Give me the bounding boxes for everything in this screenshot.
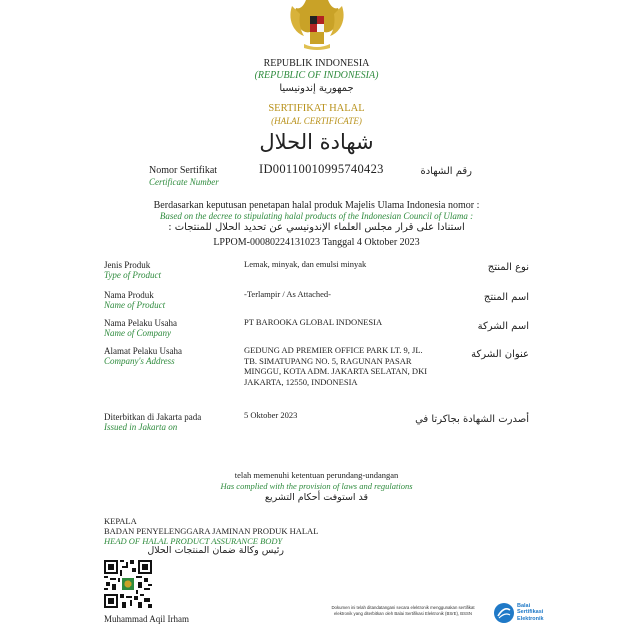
company-name-label: Nama Pelaku Usaha	[104, 318, 177, 328]
bsre-logo-text	[517, 603, 544, 622]
country-name: REPUBLIK INDONESIA	[263, 58, 370, 69]
signatory-name: Muhammad Aqil Irham	[104, 614, 189, 624]
bsre-text-line: Balai	[517, 603, 531, 609]
company-address-label: Alamat Pelaku Usaha	[104, 346, 182, 356]
product-type-value: Lemak, minyak, dan emulsi minyak	[244, 259, 367, 269]
company-name-value: PT BAROOKA GLOBAL INDONESIA	[244, 317, 383, 327]
product-type-label-ar: نوع المنتج	[487, 262, 529, 273]
certificate-number-label-ar: رقم الشهادة	[420, 166, 472, 177]
address-line: JAKARTA, 12550, INDONESIA	[244, 376, 358, 387]
product-name-label-ar: اسم المنتج	[483, 292, 529, 303]
issued-label-ar: أصدرت الشهادة بجاكرتا في	[415, 414, 529, 425]
country-name-ar: جمهورية إندونيسيا	[279, 83, 354, 94]
certificate-number: ID00110010995740423	[259, 162, 384, 176]
compliance-line: telah memenuhi ketentuan perundang-undangan	[234, 470, 399, 480]
issued-date: 5 Oktober 2023	[244, 410, 298, 420]
bsre-logo-icon	[493, 602, 515, 624]
product-type-label: Jenis Produk	[104, 260, 151, 270]
decree-line-en: Based on the decree to stipulating halal products of the Indonesian Council of Ulama :	[159, 211, 474, 221]
certificate-number-label-en: Certificate Number	[149, 177, 219, 187]
address-line: GEDUNG AD PREMIER OFFICE PARK LT. 9, JL.	[244, 345, 423, 355]
garuda-emblem-icon	[288, 0, 346, 50]
product-type-label-en: Type of Product	[104, 270, 161, 280]
certificate-title-ar: شهادة الحلال	[259, 130, 374, 154]
company-address-value	[244, 345, 444, 387]
company-address-label-ar: عنوان الشركة	[471, 349, 529, 360]
compliance-line-ar: قد استوفت أحكام التشريع	[264, 492, 369, 503]
bsre-text-line: Sertifikasi	[517, 609, 544, 616]
issued-label-en: Issued in Jakarta on	[104, 422, 178, 432]
e-signature-line: Dokumen ini telah ditandatangani secara elektronik menggunakan sertifikat	[331, 605, 475, 610]
company-name-label-en: Name of Company	[104, 328, 171, 338]
decree-number: LPPOM-00080224131023 Tanggal 4 Oktober 2023	[213, 237, 420, 248]
bsre-text-line: Elektronik	[517, 615, 544, 622]
signatory-title: KEPALA	[104, 516, 137, 526]
certificate-title: SERTIFIKAT HALAL	[268, 103, 365, 114]
product-name-value: -Terlampir / As Attached-	[244, 289, 331, 299]
company-name-label-ar: اسم الشركة	[477, 321, 529, 332]
e-signature-notice	[318, 605, 488, 617]
decree-line: Berdasarkan keputusan penetapan halal produk Majelis Ulama Indonesia nomor :	[153, 200, 480, 211]
decree-line-ar: استنادا على قرار مجلس العلماء الإندونيسي عن تحديد الحلال للمنتجات :	[168, 222, 465, 233]
certificate-number-label: Nomor Sertifikat	[149, 165, 218, 176]
product-name-label-en: Name of Product	[104, 300, 166, 310]
product-name-label: Nama Produk	[104, 290, 154, 300]
compliance-line-en: Has complied with the provision of laws and regulations	[220, 481, 413, 491]
address-line: TB. SIMATUPANG NO. 5, RAGUNAN PASAR	[244, 355, 412, 366]
qr-code-icon	[104, 560, 152, 608]
address-line: MINGGU, KOTA ADM. JAKARTA SELATAN, DKI	[244, 366, 428, 376]
company-address-label-en: Company's Address	[104, 356, 175, 366]
country-name-en: (REPUBLIC OF INDONESIA)	[254, 70, 379, 81]
signatory-agency-en: HEAD OF HALAL PRODUCT ASSURANCE BODY	[104, 536, 283, 546]
e-signature-line: elektronik yang diterbitkan oleh Balai Sertifikasi Elektronik (BSrE), BSSN	[333, 611, 473, 616]
issued-label: Diterbitkan di Jakarta pada	[104, 412, 202, 422]
signatory-agency: BADAN PENYELENGGARA JAMINAN PRODUK HALAL	[104, 526, 319, 536]
certificate-title-en: (HALAL CERTIFICATE)	[271, 116, 362, 126]
signatory-agency-ar: رئيس وكالة ضمان المنتجات الحلال	[147, 545, 284, 556]
